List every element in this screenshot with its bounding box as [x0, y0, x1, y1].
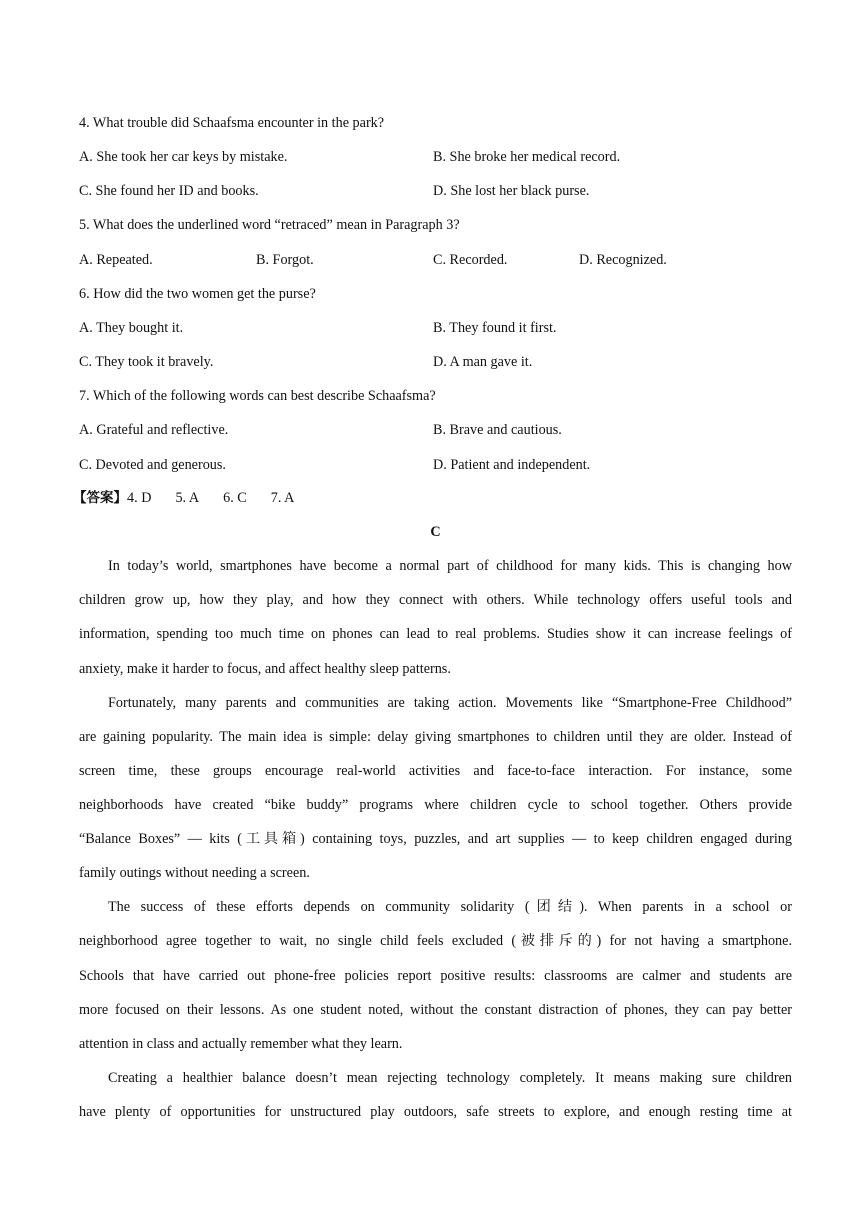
question-4-option-c: C. She found her ID and books.: [79, 183, 259, 199]
paragraph-3-line-3: Schools that have carried out phone-free policies report positive results: classrooms are calmer and students are: [79, 968, 792, 984]
answer-item: 6. C: [223, 490, 247, 506]
question-4-option-a: A. She took her car keys by mistake.: [79, 149, 288, 165]
answer-item: 5. A: [175, 490, 200, 506]
paragraph-4-line-1: Creating a healthier balance doesn’t mean rejecting technology completely. It means making sure children: [108, 1070, 792, 1086]
question-7-option-a: A. Grateful and reflective.: [79, 422, 229, 438]
paragraph-4-line-2: have plenty of opportunities for unstructured play outdoors, safe streets to explore, and enough resting time at: [79, 1104, 792, 1120]
answer-item: 7. A: [270, 490, 295, 506]
paragraph-1-line-4: anxiety, make it harder to focus, and affect healthy sleep patterns.: [79, 661, 451, 677]
question-6-stem: 6. How did the two women get the purse?: [79, 286, 316, 302]
question-6-option-c: C. They took it bravely.: [79, 354, 214, 370]
paragraph-3-line-2: neighborhood agree together to wait, no single child feels excluded (被排斥的) for not having a smartphone.: [79, 933, 792, 949]
question-5-option-c: C. Recorded.: [433, 252, 508, 268]
section-heading: C: [430, 524, 441, 540]
question-6-option-b: B. They found it first.: [433, 320, 557, 336]
paragraph-3-line-1: The success of these efforts depends on community solidarity (团结). When parents in a school or: [108, 899, 792, 915]
question-6-option-a: A. They bought it.: [79, 320, 184, 336]
question-7-option-d: D. Patient and independent.: [433, 457, 591, 473]
paragraph-2-line-4: neighborhoods have created “bike buddy” programs where children cycle to school together. Others provide: [79, 797, 792, 813]
paragraph-1-line-1: In today’s world, smartphones have become a normal part of childhood for many kids. This is changing how: [108, 558, 792, 574]
paragraph-2-line-1: Fortunately, many parents and communities are taking action. Movements like “Smartphone-Free Childhood”: [108, 695, 792, 711]
question-6-option-d: D. A man gave it.: [433, 354, 533, 370]
paragraph-2-line-5: “Balance Boxes” — kits (工具箱) containing toys, puzzles, and art supplies — to keep children engaged during: [79, 831, 792, 847]
question-5-stem: 5. What does the underlined word “retraced” mean in Paragraph 3?: [79, 217, 460, 233]
question-5-option-a: A. Repeated.: [79, 252, 153, 268]
question-5-option-b: B. Forgot.: [256, 252, 314, 268]
paragraph-3-line-4: more focused on their lessons. As one student noted, without the constant distraction of phones, they can pay better: [79, 1002, 792, 1018]
paragraph-2-line-2: are gaining popularity. The main idea is simple: delay giving smartphones to children until they are older. Instead of: [79, 729, 792, 745]
answer-key-label: 【答案】: [73, 490, 127, 506]
paragraph-1-line-3: information, spending too much time on phones can lead to real problems. Studies show it can increase feelings of: [79, 626, 792, 642]
paragraph-1-line-2: children grow up, how they play, and how they connect with others. While technology offers useful tools and: [79, 592, 792, 608]
question-7-stem: 7. Which of the following words can best describe Schaafsma?: [79, 388, 436, 404]
paragraph-2-line-3: screen time, these groups encourage real-world activities and face-to-face interaction. For instance, some: [79, 763, 792, 779]
question-4-option-d: D. She lost her black purse.: [433, 183, 590, 199]
question-5-option-d: D. Recognized.: [579, 252, 667, 268]
question-4-option-b: B. She broke her medical record.: [433, 149, 621, 165]
paragraph-3-line-5: attention in class and actually remember what they learn.: [79, 1036, 403, 1052]
question-4-stem: 4. What trouble did Schaafsma encounter in the park?: [79, 115, 385, 131]
answer-key: [73, 489, 318, 507]
paragraph-2-line-6: family outings without needing a screen.: [79, 865, 310, 881]
question-7-option-c: C. Devoted and generous.: [79, 457, 226, 473]
answer-item: 4. D: [127, 490, 152, 506]
question-7-option-b: B. Brave and cautious.: [433, 422, 562, 438]
